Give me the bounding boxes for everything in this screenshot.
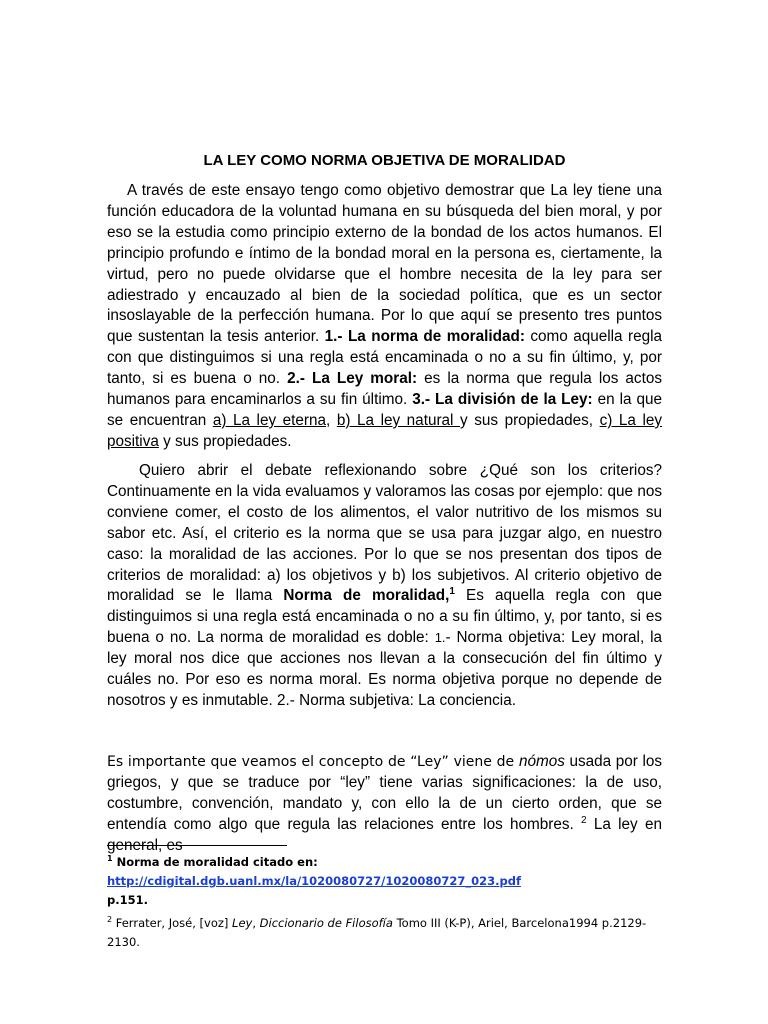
p1-text-6: y sus propiedades, — [460, 411, 600, 429]
p2-small-num: 1. — [434, 630, 446, 646]
p3-text-2: usada por los griegos, y que se traduce por “ley” tiene varias significaciones: la de uso, costumbre, convención, mandato y, con ello la de un cierto orden, que se entendía como algo que regula las relaciones entre los hombres. — [107, 753, 662, 833]
p1-text-3: es la norma que regula los actos humanos para encaminarlos a su fin último. — [107, 370, 662, 409]
footnote-1-number: 1 — [107, 854, 113, 864]
footnote-2-text-2: , — [252, 916, 260, 930]
p1-text-5: , — [326, 411, 337, 429]
p1-text-4: en la que se encuentran — [107, 391, 662, 429]
footnote-1-text: Norma de moralidad citado en: — [112, 855, 318, 869]
footnote-2-number: 2 — [107, 915, 113, 925]
paragraph-1 — [107, 181, 662, 453]
footnote-1-page: p.151. — [107, 893, 148, 907]
footnote-1-link[interactable]: http://cdigital.dgb.uanl.mx/la/1020080727/1020080727_023.pdf — [107, 874, 521, 888]
p1-underline-3: c) La ley positiva — [107, 411, 663, 450]
p1-bold-1: 1.- La norma de moralidad: — [324, 328, 525, 346]
p3-italic-1: nómos — [518, 753, 565, 770]
p2-bold-1: Norma de moralidad, — [283, 587, 450, 605]
footnote-2-italic-2: Diccionario de Filosofía — [259, 916, 393, 930]
footnote-ref-1[interactable]: 1 — [449, 586, 455, 598]
p3-text-1: Es importante que veamos el concepto de “Ley” viene de — [107, 754, 519, 770]
p3-text-3: La ley en general, es — [107, 815, 662, 854]
document-title: LA LEY COMO NORMA OBJETIVA DE MORALIDAD — [203, 152, 566, 169]
footnote-separator — [107, 845, 287, 846]
p1-text-1: A través de este ensayo tengo como objetivo demostrar que La ley tiene una función educadora de la voluntad humana en su búsqueda del bien moral, y por eso se la estudia como principio externo de la bondad de los actos humanos. El principio profundo e íntimo de la bondad moral en la persona es, ciertamente, la virtud, pero no puede olvidarse que el hombre necesita de la ley para ser adiestrado y encauzado al bien de la sociedad política, que es un sector insoslayable de la perfección humana. Por lo que aquí se presento tres puntos que sustentan la tesis anterior. — [107, 182, 662, 346]
p2-text-2: Es aquella regla con que distinguimos si una regla está encaminada o no a su fin último, y, por tanto, si es buena o no. La norma de moralidad es doble: — [107, 587, 663, 647]
p1-text-2: como aquella regla con que distinguimos si una regla está encaminada o no a su fin último, y, por tanto, si es buena o no. — [107, 328, 662, 388]
footnote-1 — [107, 853, 667, 910]
p2-text-3: - Norma objetiva: Ley moral, la ley moral nos dice que acciones nos llevan a la consecución del fin último y cuáles no. Por eso es norma moral. Es norma objetiva porque no depende de nosotros y es inmutable. 2.- Norma subjetiva: La conciencia. — [107, 629, 662, 709]
p1-underline-2: b) La ley natural — [336, 411, 461, 429]
footnote-2 — [107, 914, 667, 952]
p1-underline-1: a) La ley eterna — [212, 411, 327, 429]
paragraph-3 — [107, 752, 662, 857]
p1-text-7: y sus propiedades. — [158, 432, 292, 450]
p1-bold-3: 3.- La división de la Ley: — [412, 391, 593, 409]
p1-bold-2: 2.- La Ley moral: — [287, 370, 418, 388]
footnote-2-text-3: Tomo III (K-P), Ariel, Barcelona1994 p.2129-2130. — [107, 916, 647, 949]
footnote-2-italic-1: Ley — [232, 916, 253, 930]
p2-text-1: Quiero abrir el debate reflexionando sobre ¿Qué son los criterios? Continuamente en la vida evaluamos y valoramos las cosas por ejemplo: que nos conviene comer, el costo de los alimentos, el valor nutritivo de los mismos su sabor etc. Así, el criterio es la norma que se usa para juzgar algo, en nuestro caso: la moralidad de las acciones. Por lo que se nos presentan dos tipos de criterios de moralidad: a) los objetivos y b) los subjetivos. Al criterio objetivo de moralidad se le llama — [107, 462, 662, 605]
footnote-ref-2[interactable]: 2 — [581, 814, 587, 826]
footnote-2-text-1: Ferrater, José, [voz] — [112, 916, 233, 930]
paragraph-2 — [107, 461, 662, 712]
